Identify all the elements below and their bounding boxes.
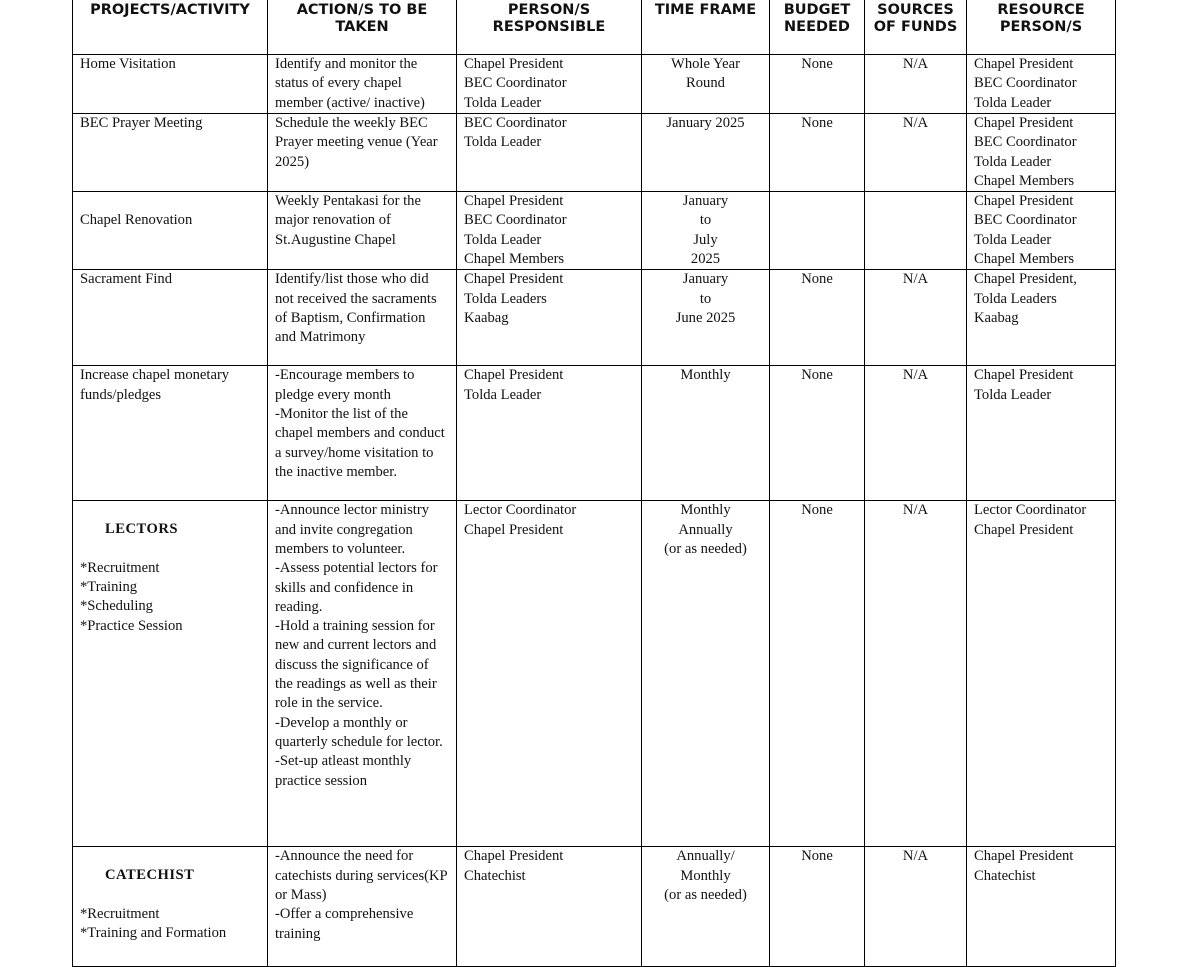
resource-cell: Chapel President, Tolda Leaders Kaabag bbox=[967, 270, 1116, 366]
header-resource: RESOURCE PERSON/S bbox=[967, 0, 1116, 55]
table-row bbox=[73, 55, 1116, 114]
table-row bbox=[73, 501, 1116, 847]
persons-cell: Chapel President Chatechist bbox=[457, 847, 642, 967]
resource-cell: Chapel President BEC Coordinator Tolda Leader Chapel Members bbox=[967, 114, 1116, 192]
project-cell: Chapel Renovation bbox=[73, 192, 268, 270]
budget-cell: None bbox=[770, 55, 865, 114]
project-cell: Sacrament Find bbox=[73, 270, 268, 366]
budget-cell: None bbox=[770, 114, 865, 192]
resource-cell: Chapel President Tolda Leader bbox=[967, 366, 1116, 501]
time-cell: Annually/ Monthly (or as needed) bbox=[642, 847, 770, 967]
resource-cell: Chapel President Chatechist bbox=[967, 847, 1116, 967]
action-cell: Schedule the weekly BEC Prayer meeting venue (Year 2025) bbox=[268, 114, 457, 192]
resource-cell: Chapel President BEC Coordinator Tolda Leader Chapel Members bbox=[967, 192, 1116, 270]
persons-cell: BEC Coordinator Tolda Leader bbox=[457, 114, 642, 192]
budget-cell: None bbox=[770, 270, 865, 366]
funds-cell: N/A bbox=[865, 366, 967, 501]
persons-cell: Chapel President BEC Coordinator Tolda Leader Chapel Members bbox=[457, 192, 642, 270]
persons-cell: Chapel President Tolda Leaders Kaabag bbox=[457, 270, 642, 366]
header-time-frame: TIME FRAME bbox=[642, 0, 770, 55]
time-cell: Monthly Annually (or as needed) bbox=[642, 501, 770, 847]
project-cell: BEC Prayer Meeting bbox=[73, 114, 268, 192]
time-cell: Whole Year Round bbox=[642, 55, 770, 114]
section-heading-catechist: CATECHIST bbox=[105, 867, 195, 884]
table-row bbox=[73, 270, 1116, 366]
resource-cell: Chapel President BEC Coordinator Tolda Leader bbox=[967, 55, 1116, 114]
budget-cell bbox=[770, 192, 865, 270]
header-persons: PERSON/S RESPONSIBLE bbox=[457, 0, 642, 55]
funds-cell: N/A bbox=[865, 114, 967, 192]
budget-cell: None bbox=[770, 366, 865, 501]
funds-cell: N/A bbox=[865, 270, 967, 366]
action-cell: Weekly Pentakasi for the major renovation of St.Augustine Chapel bbox=[268, 192, 457, 270]
header-row bbox=[73, 0, 1116, 55]
section-heading-lectors: LECTORS bbox=[105, 521, 178, 538]
action-cell: -Announce the need for catechists during services(KP or Mass) -Offer a comprehensive training bbox=[268, 847, 457, 967]
header-sources: SOURCES OF FUNDS bbox=[865, 0, 967, 55]
lectors-sub-items: *Recruitment *Training *Scheduling *Practice Session bbox=[80, 559, 183, 634]
action-cell: Identify/list those who did not received the sacraments of Baptism, Confirmation and Matrimony bbox=[268, 270, 457, 366]
budget-cell: None bbox=[770, 501, 865, 847]
funds-cell: N/A bbox=[865, 847, 967, 967]
time-cell: Monthly bbox=[642, 366, 770, 501]
project-cell bbox=[73, 847, 268, 967]
header-budget: BUDGET NEEDED bbox=[770, 0, 865, 55]
action-cell: -Announce lector ministry and invite congregation members to volunteer. -Assess potential lectors for skills and confidence in reading. -Hold a training session for new and current lectors and discuss the significance of the readings as well as their role in the service. -Develop a monthly or quarterly schedule for lector. -Set-up atleast monthly practice session bbox=[268, 501, 457, 847]
table-row bbox=[73, 192, 1116, 270]
table-row bbox=[73, 847, 1116, 967]
project-cell bbox=[73, 501, 268, 847]
header-projects: PROJECTS/ACTIVITY bbox=[73, 0, 268, 55]
action-cell: Identify and monitor the status of every chapel member (active/ inactive) bbox=[268, 55, 457, 114]
persons-cell: Chapel President Tolda Leader bbox=[457, 366, 642, 501]
project-cell: Home Visitation bbox=[73, 55, 268, 114]
persons-cell: Chapel President BEC Coordinator Tolda Leader bbox=[457, 55, 642, 114]
time-cell: January 2025 bbox=[642, 114, 770, 192]
header-actions: ACTION/S TO BE TAKEN bbox=[268, 0, 457, 55]
time-cell: January to June 2025 bbox=[642, 270, 770, 366]
persons-cell: Lector Coordinator Chapel President bbox=[457, 501, 642, 847]
project-cell: Increase chapel monetary funds/pledges bbox=[73, 366, 268, 501]
time-cell: January to July 2025 bbox=[642, 192, 770, 270]
action-cell: -Encourage members to pledge every month -Monitor the list of the chapel members and conduct a survey/home visitation to the inactive member. bbox=[268, 366, 457, 501]
funds-cell bbox=[865, 192, 967, 270]
resource-cell: Lector Coordinator Chapel President bbox=[967, 501, 1116, 847]
catechist-sub-items: *Recruitment *Training and Formation bbox=[80, 905, 227, 941]
table-row bbox=[73, 366, 1116, 501]
funds-cell: N/A bbox=[865, 501, 967, 847]
budget-cell: None bbox=[770, 847, 865, 967]
table-row bbox=[73, 114, 1116, 192]
funds-cell: N/A bbox=[865, 55, 967, 114]
action-plan-table bbox=[72, 0, 1116, 967]
